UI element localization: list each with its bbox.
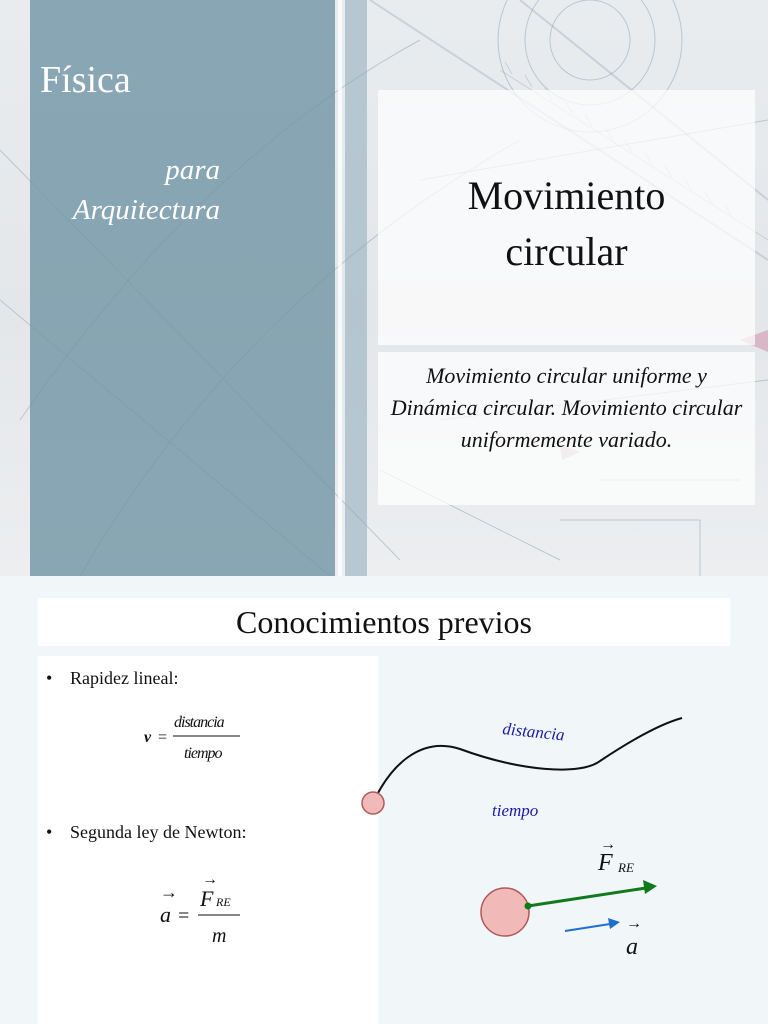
force-arrowhead: [643, 880, 657, 894]
eq2-num-arrow: →: [202, 871, 218, 888]
accel-symbol: a: [626, 934, 638, 960]
mass-ball: [481, 888, 529, 936]
physics-diagram: [0, 576, 768, 1024]
accel-vector-arrow: →: [626, 915, 642, 932]
eq1-equals: =: [158, 729, 168, 746]
eq1-denominator: tiempo: [184, 745, 222, 762]
course-subtitle: [30, 150, 220, 230]
trajectory-diagram: [362, 718, 682, 820]
particle-ball: [362, 792, 384, 814]
slide-description: Movimiento circular uniforme y Dinámica circular. Movimiento circular uniformemente variado.: [390, 363, 743, 452]
eq1-numerator: distancia: [174, 714, 224, 731]
distance-label: distancia: [501, 719, 566, 745]
force-arrow-line: [528, 888, 646, 906]
slide-title-line-2: circular: [505, 229, 628, 274]
description-box: [378, 352, 755, 505]
bullet-text: Segunda ley de Newton:: [70, 822, 247, 842]
slide-title-line-1: Movimiento: [467, 173, 666, 218]
slide-title: [378, 168, 755, 280]
title-box: [378, 90, 755, 345]
eq2-numerator: F: [200, 886, 214, 911]
panel-divider: [338, 0, 342, 576]
course-title: Física: [40, 59, 131, 101]
eq2-equals: =: [178, 905, 190, 927]
bullet-dot: •: [46, 668, 53, 688]
time-label: tiempo: [492, 801, 539, 820]
equation-linear-speed: [144, 714, 240, 762]
force-origin-dot: [525, 903, 532, 910]
force-vector-arrow: →: [600, 836, 616, 853]
force-diagram: [481, 836, 657, 960]
course-subtitle-line-1: para: [165, 154, 220, 186]
force-symbol: F: [598, 850, 613, 876]
accel-arrow-line: [565, 924, 610, 931]
slide-heading: Conocimientos previos: [236, 604, 532, 640]
course-subtitle-line-2: Arquitectura: [72, 194, 220, 226]
eq2-denominator: m: [212, 925, 227, 947]
eq2-lhs: a: [160, 902, 171, 927]
bullet-text: Rapidez lineal:: [70, 668, 179, 688]
accel-arrowhead: [608, 918, 620, 929]
force-subscript: RE: [618, 860, 634, 875]
eq1-lhs: v: [144, 729, 152, 746]
panel-divider-band: [345, 0, 367, 576]
eq2-arrow: →: [160, 882, 178, 902]
equation-newton-second-law: [160, 871, 240, 947]
eq2-numerator-sub: RE: [216, 895, 231, 909]
bullet-dot: •: [46, 822, 53, 842]
content-slide: [0, 576, 768, 1024]
